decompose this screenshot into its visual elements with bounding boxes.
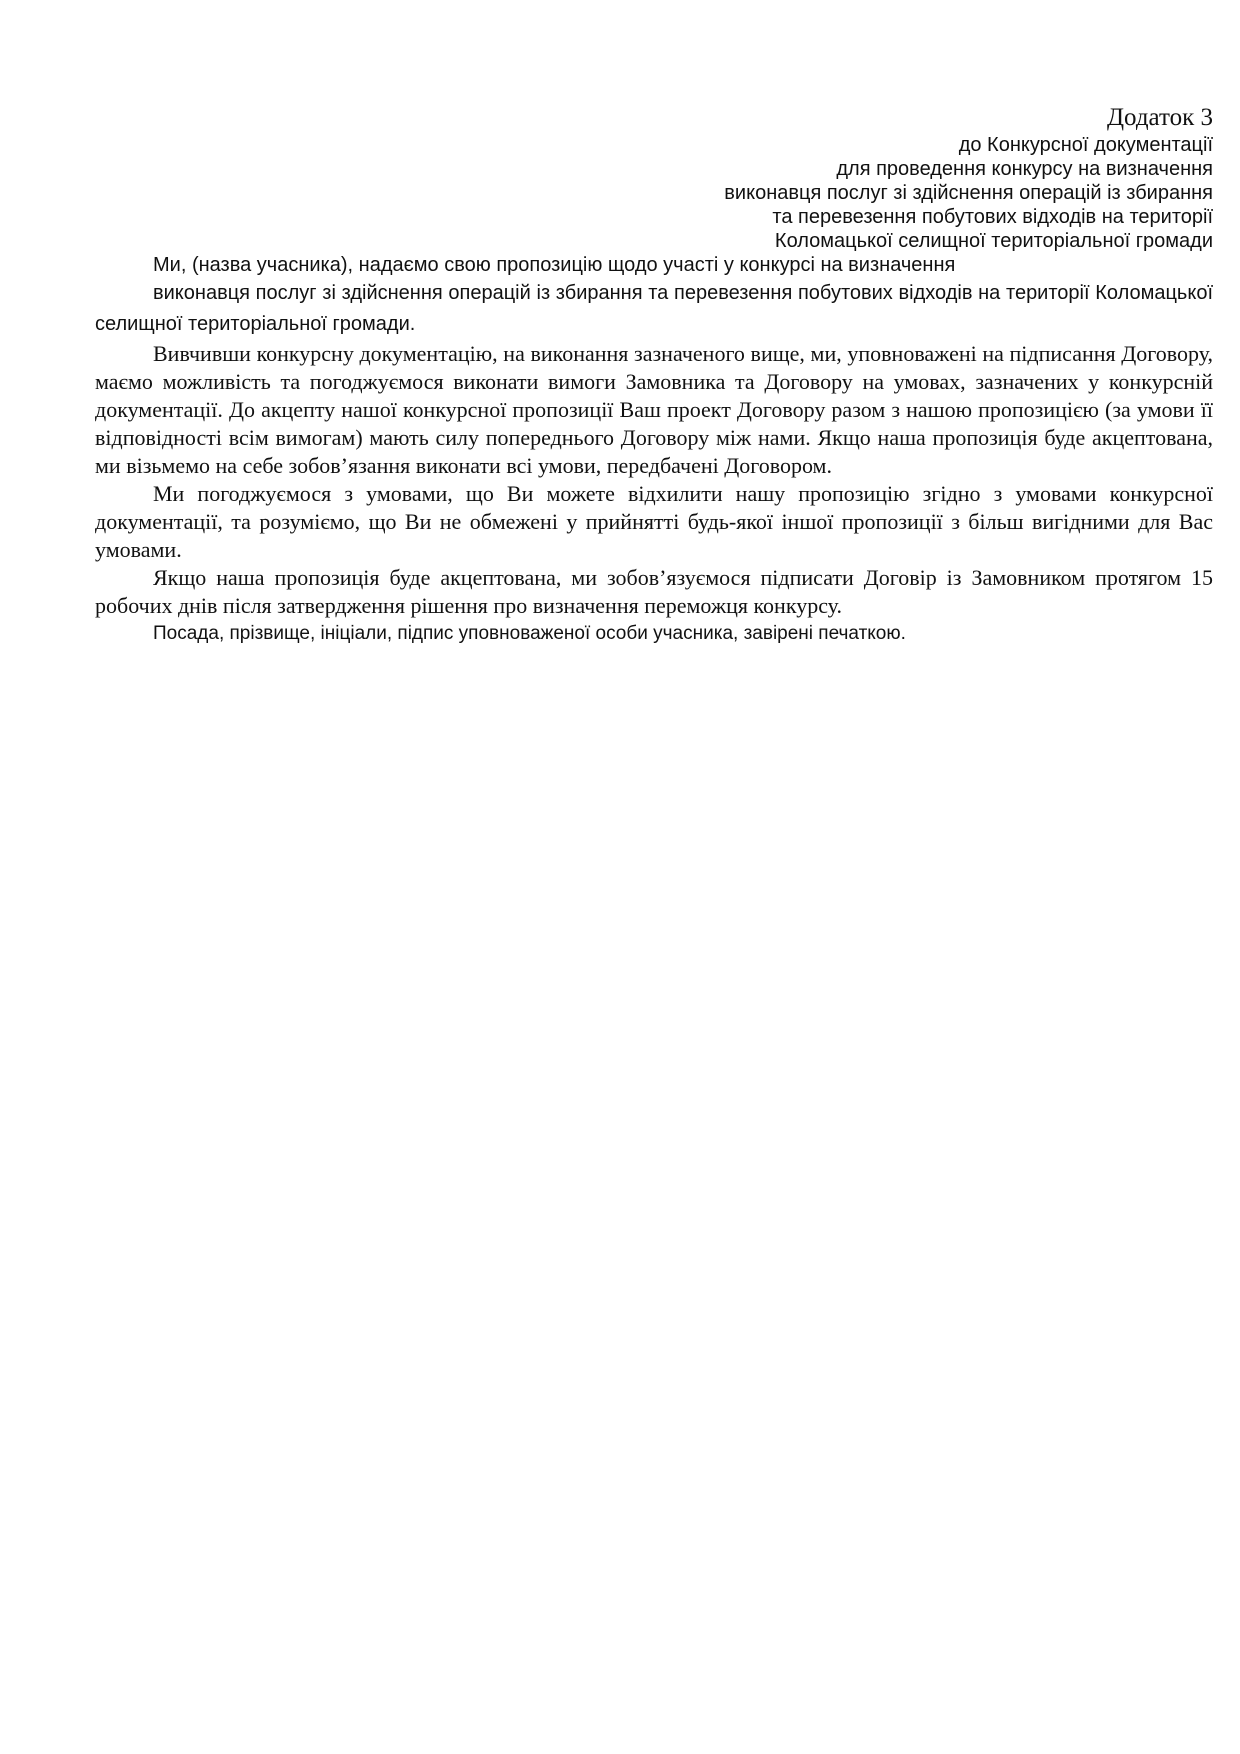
purpose-line-2: виконавця послуг зі здійснення операцій із збирання	[724, 182, 1213, 204]
purpose-line-1: для проведення конкурсу на визначення	[836, 158, 1213, 180]
intro-paragraph: Ми, (назва учасника), надаємо свою пропозицію щодо участі у конкурсі на визначення	[153, 254, 956, 276]
agreement-paragraph: Ми погоджуємося з умовами, що Ви можете відхилити нашу пропозицію згідно з умовами конкурсної документації, та розуміємо, що Ви не обмежені у прийнятті будь-якої іншої пропозиції з більш вигідними для Вас умовами.	[95, 481, 1213, 562]
signature-note: Посада, прізвище, ініціали, підпис уповноваженої особи учасника, завірені печаткою.	[153, 623, 906, 644]
doc-ref-line: до Конкурсної документації	[958, 134, 1213, 156]
commitment-paragraph: Вивчивши конкурсну документацію, на виконання зазначеного вище, ми, уповноважені на підписання Договору, маємо можливість та погоджуємося виконати вимоги Замовника та Договору на умовах, зазначених у конкурсній документації. До акцепту нашої конкурсної пропозиції Ваш проект Договору разом з нашою пропозицією (за умови її відповідності всім вимогам) мають силу попереднього Договору між нами. Якщо наша пропозиція буде акцептована, ми візьмемо на себе зобов’язання виконати всі умови, передбачені Договором.	[95, 341, 1213, 478]
purpose-line-4: Коломацької селищної територіальної громади	[774, 230, 1213, 252]
subject-paragraph: виконавця послуг зі здійснення операцій із збирання та перевезення побутових відходів на території Коломацької селищної територіальної громади.	[95, 282, 1213, 335]
document-body	[95, 253, 1213, 647]
appendix-label: Додаток 3	[1107, 104, 1213, 131]
purpose-line-3: та перевезення побутових відходів на території	[772, 206, 1213, 228]
signing-paragraph: Якщо наша пропозиція буде акцептована, ми зобов’язуємося підписати Договір із Замовником протягом 15 робочих днів після затвердження рішення про визначення переможця конкурсу.	[95, 565, 1213, 618]
document-header	[95, 103, 1213, 253]
